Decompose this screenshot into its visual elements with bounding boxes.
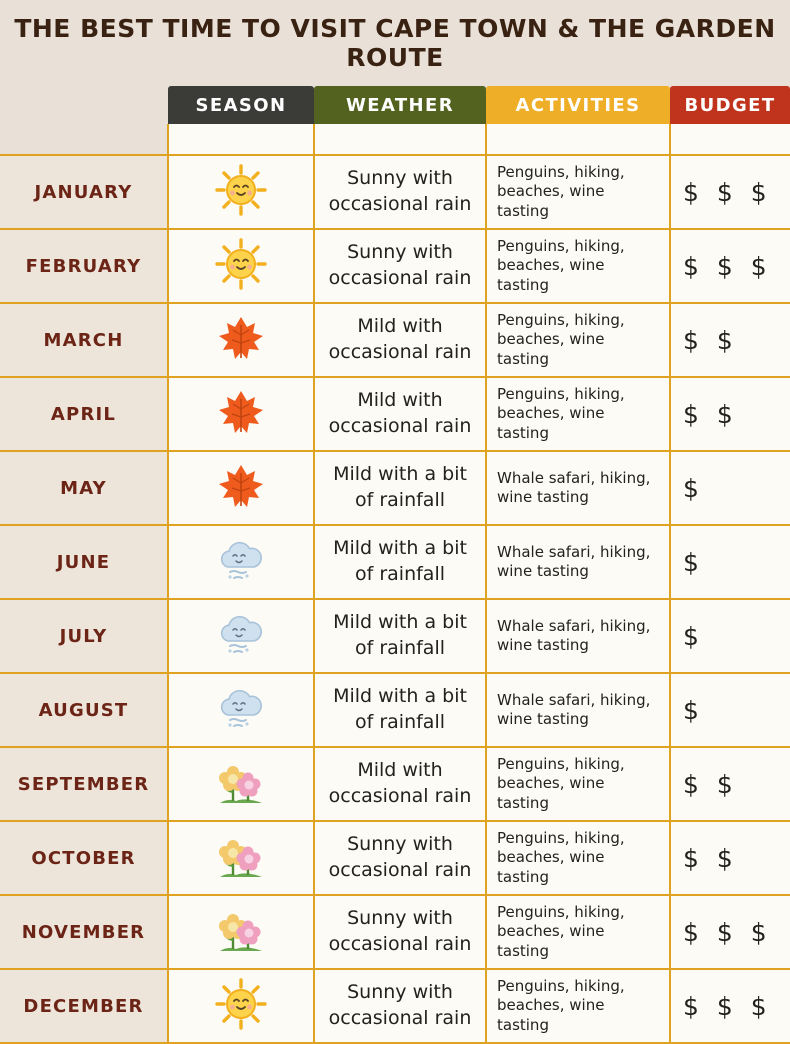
cloud-icon [214,607,268,661]
table-row [0,673,790,747]
table-row [0,303,790,377]
column-header-weather-label: WEATHER [314,86,486,124]
weather-cell: Sunny with occasional rain [314,895,486,969]
season-cell [168,895,314,969]
budget-cell [670,155,790,229]
activities-cell: Whale safari, hiking, wine tasting [486,525,670,599]
activities-cell: Penguins, hiking, beaches, wine tasting [486,747,670,821]
activities-cell: Penguins, hiking, beaches, wine tasting [486,229,670,303]
sun-icon [214,977,268,1031]
weather-cell: Mild with a bit of rainfall [314,525,486,599]
autumn-leaf-icon [214,311,268,365]
column-header-activities [486,82,670,124]
sun-icon [214,237,268,291]
month-cell: JULY [0,599,168,673]
month-cell: OCTOBER [0,821,168,895]
sun-icon [214,163,268,217]
budget-symbols: $ $ $ [683,177,772,207]
subheader-activities [486,124,670,155]
budget-symbols: $ $ $ [683,991,772,1021]
column-header-month-label [0,107,168,124]
table-row [0,155,790,229]
weather-cell: Mild with a bit of rainfall [314,673,486,747]
activities-cell: Whale safari, hiking, wine tasting [486,673,670,747]
season-cell [168,747,314,821]
budget-cell [670,525,790,599]
table-row [0,451,790,525]
activities-cell: Penguins, hiking, beaches, wine tasting [486,821,670,895]
weather-cell: Sunny with occasional rain [314,821,486,895]
table-row [0,599,790,673]
month-cell: SEPTEMBER [0,747,168,821]
month-cell: APRIL [0,377,168,451]
flowers-icon [214,903,268,957]
subheader-season [168,124,314,155]
season-cell [168,229,314,303]
activities-cell: Penguins, hiking, beaches, wine tasting [486,895,670,969]
month-cell: NOVEMBER [0,895,168,969]
weather-cell: Mild with a bit of rainfall [314,451,486,525]
month-cell: AUGUST [0,673,168,747]
budget-symbols: $ $ $ [683,251,772,281]
autumn-leaf-icon [214,459,268,513]
budget-cell [670,599,790,673]
table-row [0,895,790,969]
page-title: THE BEST TIME TO VISIT CAPE TOWN & THE GARDEN ROUTE [14,14,776,72]
cloud-icon [214,533,268,587]
season-cell [168,599,314,673]
weather-cell: Sunny with occasional rain [314,229,486,303]
table-subheader-strip [0,124,790,155]
budget-cell [670,747,790,821]
best-time-table [0,82,790,1044]
weather-cell: Sunny with occasional rain [314,155,486,229]
month-cell: JUNE [0,525,168,599]
season-cell [168,377,314,451]
month-cell: FEBRUARY [0,229,168,303]
subheader-weather [314,124,486,155]
budget-cell [670,895,790,969]
budget-symbols: $ [683,695,704,725]
cloud-icon [214,681,268,735]
table-row [0,525,790,599]
column-header-weather [314,82,486,124]
table-row [0,969,790,1043]
subheader-blank [0,124,168,155]
month-cell: MARCH [0,303,168,377]
budget-symbols: $ $ [683,325,738,355]
season-cell [168,155,314,229]
budget-symbols: $ $ [683,843,738,873]
column-header-budget-label: BUDGET [670,86,790,124]
table-row [0,821,790,895]
activities-cell: Penguins, hiking, beaches, wine tasting [486,155,670,229]
season-cell [168,673,314,747]
budget-cell [670,303,790,377]
budget-cell [670,821,790,895]
column-header-season [168,82,314,124]
activities-cell: Penguins, hiking, beaches, wine tasting [486,377,670,451]
activities-cell: Whale safari, hiking, wine tasting [486,451,670,525]
flowers-icon [214,829,268,883]
budget-cell [670,673,790,747]
budget-cell [670,229,790,303]
activities-cell: Whale safari, hiking, wine tasting [486,599,670,673]
budget-symbols: $ $ [683,399,738,429]
month-cell: DECEMBER [0,969,168,1043]
table-row [0,229,790,303]
budget-symbols: $ [683,621,704,651]
season-cell [168,525,314,599]
weather-cell: Mild with occasional rain [314,377,486,451]
season-cell [168,303,314,377]
budget-symbols: $ [683,473,704,503]
flowers-icon [214,755,268,809]
column-header-budget [670,82,790,124]
column-header-month [0,82,168,124]
budget-symbols: $ [683,547,704,577]
season-cell [168,821,314,895]
budget-cell [670,969,790,1043]
budget-symbols: $ $ $ [683,917,772,947]
weather-cell: Mild with a bit of rainfall [314,599,486,673]
season-cell [168,451,314,525]
autumn-leaf-icon [214,385,268,439]
budget-symbols: $ $ [683,769,738,799]
budget-cell [670,451,790,525]
season-cell [168,969,314,1043]
month-cell: JANUARY [0,155,168,229]
table-body [0,155,790,1043]
budget-cell [670,377,790,451]
weather-cell: Sunny with occasional rain [314,969,486,1043]
table-head [0,82,790,155]
month-cell: MAY [0,451,168,525]
activities-cell: Penguins, hiking, beaches, wine tasting [486,969,670,1043]
table-header-row [0,82,790,124]
subheader-budget [670,124,790,155]
column-header-season-label: SEASON [168,86,314,124]
weather-cell: Mild with occasional rain [314,747,486,821]
activities-cell: Penguins, hiking, beaches, wine tasting [486,303,670,377]
table-row [0,747,790,821]
column-header-activities-label: ACTIVITIES [486,86,670,124]
table-row [0,377,790,451]
weather-cell: Mild with occasional rain [314,303,486,377]
